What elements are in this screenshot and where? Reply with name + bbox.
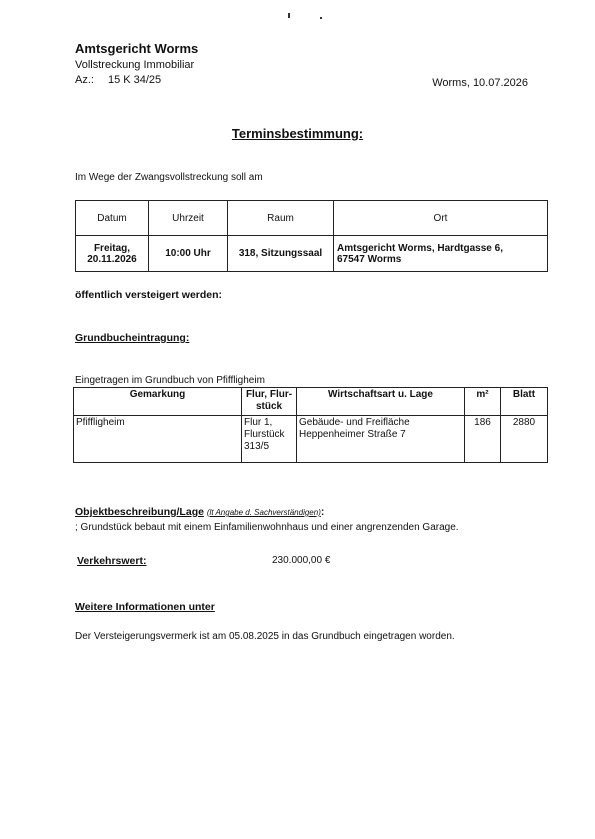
cell-blatt: 2880 — [501, 416, 548, 463]
objekt-heading-note: (lt Angabe d. Sachverständigen) — [206, 508, 321, 517]
ort-line-2: 67547 Worms — [337, 253, 402, 265]
scan-speck — [320, 17, 322, 19]
document-title — [0, 126, 595, 141]
grundbuch-heading: Grundbucheintragung: — [75, 332, 190, 344]
col-header-wirtschaftsart: Wirtschaftsart u. Lage — [297, 388, 465, 416]
termin-table-header-row — [76, 201, 548, 236]
scan-speck — [288, 13, 290, 18]
termin-table — [75, 200, 548, 272]
col-header-m2: m² — [465, 388, 501, 416]
cell-wirtschaftsart — [297, 416, 465, 463]
ort-line-1: Amtsgericht Worms, Hardtgasse 6, — [337, 242, 503, 254]
cell-raum: 318, Sitzungssaal — [228, 236, 334, 272]
table-row — [76, 236, 548, 272]
col-header-ort: Ort — [334, 201, 548, 236]
datum-weekday: Freitag, — [93, 242, 131, 254]
grundbuch-table-header-row — [74, 388, 548, 416]
verkehrswert-value: 230.000,00 € — [272, 555, 331, 566]
col-header-blatt: Blatt — [501, 388, 548, 416]
auction-statement: öffentlich versteigert werden: — [75, 289, 223, 301]
cell-uhrzeit: 10:00 Uhr — [149, 236, 228, 272]
grundbuch-intro: Eingetragen im Grundbuch von Pfiffligheim — [75, 375, 265, 386]
col-header-flur — [242, 388, 297, 416]
col-header-datum: Datum — [76, 201, 149, 236]
place-date: Worms, 10.07.2026 — [432, 77, 528, 89]
objekt-heading — [75, 506, 324, 518]
case-number-value: 15 K 34/25 — [107, 74, 162, 86]
flur-header-line-2: stück — [255, 401, 283, 412]
objekt-description: ; Grundstück bebaut mit einem Einfamilienwohnhaus und einer angrenzenden Garage. — [75, 522, 459, 533]
col-header-gemarkung: Gemarkung — [74, 388, 242, 416]
flur-line-2: Flurstück — [244, 429, 285, 440]
department: Vollstreckung Immobiliar — [75, 59, 195, 71]
case-number — [75, 74, 161, 86]
weitere-text: Der Versteigerungsvermerk ist am 05.08.2025 in das Grundbuch eingetragen worden. — [75, 631, 455, 642]
cell-flur — [242, 416, 297, 463]
cell-m2: 186 — [465, 416, 501, 463]
verkehrswert-label: Verkehrswert: — [77, 555, 147, 567]
case-number-label: Az.: — [75, 74, 94, 86]
objekt-heading-text: Objektbeschreibung/Lage — [75, 506, 204, 518]
flur-line-3: 313/5 — [244, 441, 270, 452]
wirtschaftsart-line-2: Heppenheimer Straße 7 — [299, 429, 406, 440]
objekt-heading-colon: : — [320, 506, 325, 518]
court-name: Amtsgericht Worms — [75, 41, 199, 56]
flur-line-1: Flur 1, — [244, 417, 273, 428]
wirtschaftsart-line-1: Gebäude- und Freifläche — [299, 417, 410, 428]
cell-ort — [334, 236, 548, 272]
cell-gemarkung: Pfiffligheim — [74, 416, 242, 463]
weitere-heading: Weitere Informationen unter — [75, 601, 215, 613]
cell-datum — [76, 236, 149, 272]
datum-date: 20.11.2026 — [87, 253, 137, 265]
document-title-text: Terminsbestimmung: — [231, 126, 364, 141]
col-header-uhrzeit: Uhrzeit — [149, 201, 228, 236]
flur-header-line-1: Flur, Flur- — [245, 389, 293, 400]
grundbuch-table — [73, 387, 548, 463]
col-header-raum: Raum — [228, 201, 334, 236]
table-row — [74, 416, 548, 463]
intro-text: Im Wege der Zwangsvollstreckung soll am — [75, 172, 263, 183]
